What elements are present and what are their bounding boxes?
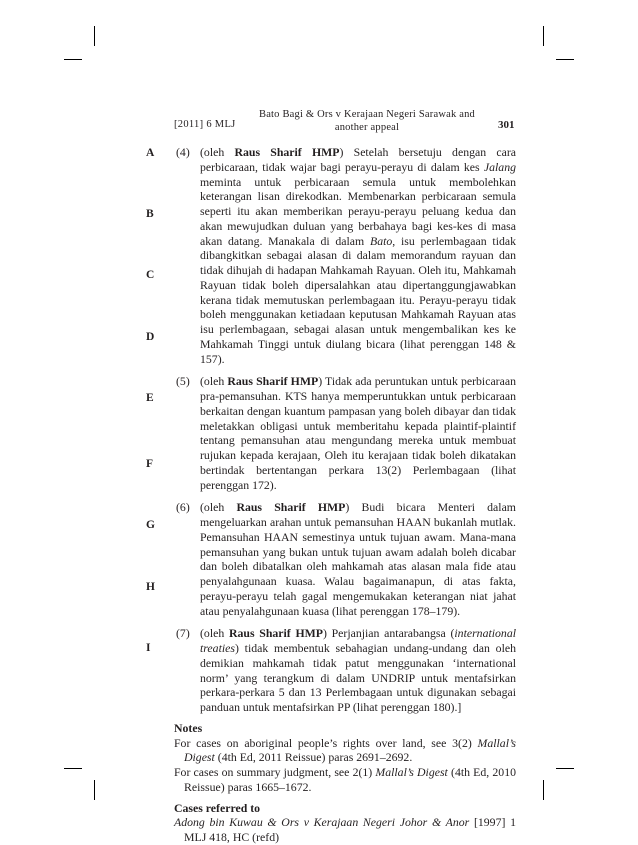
note-text: For cases on aboriginal people’s rights over land, see 3(2) bbox=[174, 735, 478, 750]
holding-6 bbox=[174, 500, 516, 618]
digest-title: Mallal’s Digest bbox=[184, 735, 516, 765]
holding-text-part: ) Budi bicara Menteri dalam mengeluarkan arahan untuk pemansuhan HAAN bukanlah mutlak. Pemansuhan HAAN semestinya untuk tujuan awam. Mana-mana pemansuhan yang bukan untuk tujuan awam adalah boleh dicabar dan boleh dibatalkan oleh mahkamah atas alasan mala fide atau penyalahgunaan kuasa. Walau bagaimanapun, di atas fakta, perayu-perayu telah gagal mengemukakan keterangan niat jahat atau penyalahgunaan kuasa (lihat perenggan 178–179). bbox=[200, 500, 516, 618]
page-body bbox=[174, 145, 516, 845]
crop-mark-top-left-horizontal bbox=[64, 59, 82, 60]
holding-4 bbox=[174, 145, 516, 366]
margin-letter-e: E bbox=[146, 392, 154, 404]
header-citation: [2011] 6 MLJ bbox=[174, 119, 236, 130]
judge-name: Raus Sharif HMP bbox=[227, 374, 319, 389]
case-name: Adong bin Kuwau & Ors v Kerajaan Negeri Johor & Anor bbox=[174, 815, 470, 830]
holding-number: (7) bbox=[176, 626, 190, 641]
margin-letter-f: F bbox=[146, 458, 154, 470]
holding-text-prefix: (oleh bbox=[200, 500, 237, 515]
margin-letter-g: G bbox=[146, 519, 155, 531]
margin-letter-a: A bbox=[146, 147, 155, 159]
cases-referred-heading: Cases referred to bbox=[174, 800, 261, 815]
crop-mark-bottom-right-horizontal bbox=[556, 768, 574, 769]
crop-mark-top-right-horizontal bbox=[556, 59, 574, 60]
case-entry bbox=[174, 815, 516, 845]
judge-name: Raus Sharif HMP bbox=[234, 145, 340, 159]
page-number: 301 bbox=[498, 119, 515, 131]
holding-text-part: ) Perjanjian antarabangsa ( bbox=[322, 626, 455, 641]
margin-letter-h: H bbox=[146, 581, 155, 593]
case-citation: [1997] 1 MLJ 418, HC (refd) bbox=[184, 815, 516, 844]
holding-text-prefix: (oleh bbox=[200, 626, 229, 641]
margin-letter-i: I bbox=[146, 642, 151, 654]
holding-number: (4) bbox=[176, 145, 190, 159]
judge-name: Raus Sharif HMP bbox=[228, 626, 323, 641]
holding-text-prefix: (oleh bbox=[200, 374, 228, 389]
margin-letter-b: B bbox=[146, 208, 154, 220]
holding-text bbox=[200, 145, 516, 366]
holding-number: (6) bbox=[176, 500, 190, 515]
holding-text bbox=[200, 626, 516, 715]
note-text: (4th Ed, 2010 Reissue) paras 1665–1672. bbox=[184, 765, 517, 794]
crop-mark-top-right-vertical bbox=[543, 26, 544, 46]
crop-mark-top-left-vertical bbox=[94, 26, 95, 46]
crop-mark-bottom-right-vertical bbox=[543, 780, 544, 800]
holding-text-part: meminta untuk perbicaraan semula untuk membolehkan keterangan lisan direkodkan. Membenarkan perbicaraan semula seperti itu akan memberikan perayu-perayu peluang kedua dan akan mewujudkan duluan yang berbahaya bagi kes-kes di masa akan datang. Manakala di dalam bbox=[200, 174, 516, 248]
judge-name: Raus Sharif HMP bbox=[236, 500, 346, 515]
margin-letter-d: D bbox=[146, 331, 155, 343]
note-entry bbox=[174, 765, 516, 795]
note-text: (4th Ed, 2011 Reissue) paras 2691–2692. bbox=[214, 750, 413, 765]
notes-heading: Notes bbox=[174, 720, 203, 735]
treaty-term: international treaties bbox=[200, 626, 516, 655]
digest-title: Mallal’s Digest bbox=[375, 765, 448, 779]
note-entry bbox=[174, 736, 516, 766]
holding-text-part: ) Setelah bersetuju dengan cara perbicaraan, tidak wajar bagi perayu-perayu di dalam kes bbox=[200, 145, 516, 174]
holding-text bbox=[200, 374, 516, 492]
margin-letter-c: C bbox=[146, 269, 155, 281]
holding-text-part: ) tidak membentuk sebahagian undang-undang dan oleh demikian mahkamah tidak patut menggunakan ‘international norm’ yang terangkum di dalam UNDRIP untuk mentafsirkan perkara-perkara 5 dan 13 Perlembagaan untuk digunakan sebagai panduan untuk mentafsirkan PP (lihat perenggan 180).] bbox=[200, 641, 516, 714]
holding-text bbox=[200, 500, 516, 618]
crop-mark-bottom-left-vertical bbox=[94, 780, 95, 800]
holding-5 bbox=[174, 374, 516, 492]
case-name: Bato bbox=[369, 233, 393, 248]
crop-mark-bottom-left-horizontal bbox=[64, 768, 82, 769]
case-name: Jalang bbox=[483, 159, 516, 174]
note-text: For cases on summary judgment, see 2(1) bbox=[174, 765, 376, 779]
holding-7 bbox=[174, 626, 516, 715]
holding-text-part: , isu perlembagaan tidak dibangkitkan sebagai alasan di dalam memorandum rayuan dan tidak dihujah di hadapan Mahkamah Rayuan. Oleh itu, Mahkamah Rayuan tidak boleh dipersalahkan atau dipertanggungjawabkan kerana tidak memutuskan perlembagaan itu. Perayu-perayu tidak boleh menggunakan ketiadaan keputusan Mahkamah Rayuan atas isu perlembagaan, sebagai alasan untuk mengembalikan kes ke Mahkamah Tinggi untuk diulang bicara (lihat perenggan 148 & 157). bbox=[200, 233, 517, 366]
header-case-title: Bato Bagi & Ors v Kerajaan Negeri Sarawak and another appeal bbox=[258, 109, 475, 133]
holding-number: (5) bbox=[176, 374, 190, 389]
holding-text-part: ) Tidak ada peruntukan untuk perbicaraan pra-pemansuhan. KTS hanya memperuntukkan untuk perbicaraan berkaitan dengan kuantum pampasan yang boleh dibayar dan tidak meletakkan obligasi untuk memberitahu kepada plaintif-plaintif tentang pemansuhan atau mengundang mereka untuk membuat rujukan kepada kerajaan, Oleh itu kerajaan tidak boleh dikatakan bertindak bertentangan perkara 13(2) Perlembagaan (lihat perenggan 172). bbox=[200, 374, 516, 492]
holding-text-prefix: (oleh bbox=[200, 145, 235, 159]
